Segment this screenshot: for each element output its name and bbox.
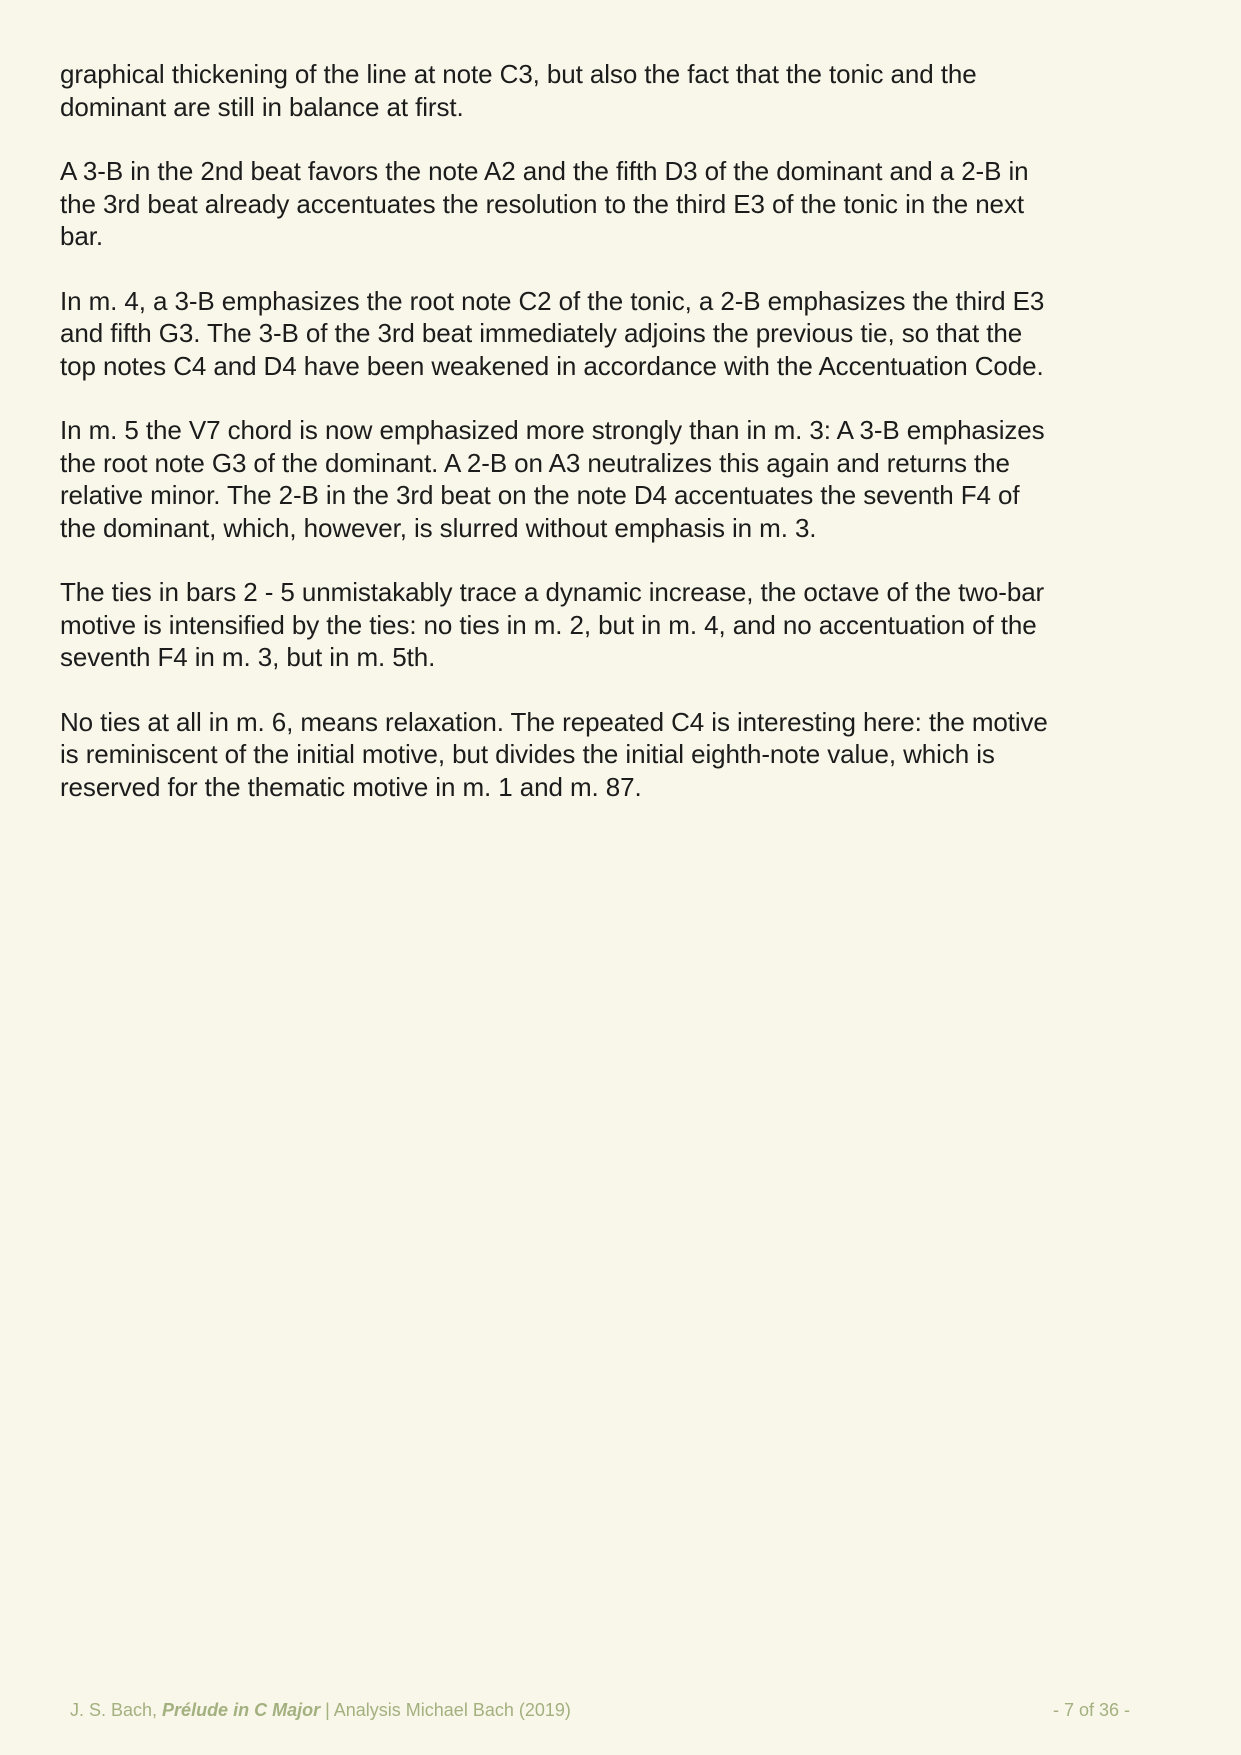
page-number: - 7 of 36 -	[1052, 1700, 1130, 1720]
page-footer	[70, 1700, 1130, 1722]
footer-author: J. S. Bach,	[70, 1700, 163, 1720]
footer-citation	[70, 1700, 571, 1721]
paragraph-3: In m. 4, a 3-B emphasizes the root note C2 of the tonic, a 2-B emphasizes the third E3 and fifth G3. The 3-B of the 3rd beat immediately adjoins the previous tie, so that the top notes C4 and D4 have been weakened in accordance with the Accentuation Code.	[60, 285, 1045, 381]
paragraph-4: In m. 5 the V7 chord is now emphasized more strongly than in m. 3: A 3-B emphasizes the root note G3 of the dominant. A 2-B on A3 neutralizes this again and returns the relative minor. The 2-B in the 3rd beat on the note D4 accentuates the seventh F4 of the dominant, which, however, is slurred without emphasis in m. 3.	[60, 415, 1045, 543]
document-body	[60, 58, 1190, 835]
paragraph-6: No ties at all in m. 6, means relaxation. The repeated C4 is interesting here: the motive is reminiscent of the initial motive, but divides the initial eighth-note value, which is reserved for the thematic motive in m. 1 and m. 87.	[60, 706, 1048, 802]
footer-title: Prélude in C Major	[162, 1700, 321, 1720]
paragraph-1: graphical thickening of the line at note C3, but also the fact that the tonic and the dominant are still in balance at first.	[60, 59, 977, 122]
footer-analysis: | Analysis Michael Bach (2019)	[320, 1700, 571, 1720]
paragraph-5: The ties in bars 2 - 5 unmistakably trace a dynamic increase, the octave of the two-bar motive is intensified by the ties: no ties in m. 2, but in m. 4, and no accentuation of the seventh F4 in m. 3, but in m. 5th.	[60, 577, 1045, 672]
paragraph-2: A 3-B in the 2nd beat favors the note A2 and the fifth D3 of the dominant and a 2-B in the 3rd beat already accentuates the resolution to the third E3 of the tonic in the next bar.	[60, 156, 1029, 251]
